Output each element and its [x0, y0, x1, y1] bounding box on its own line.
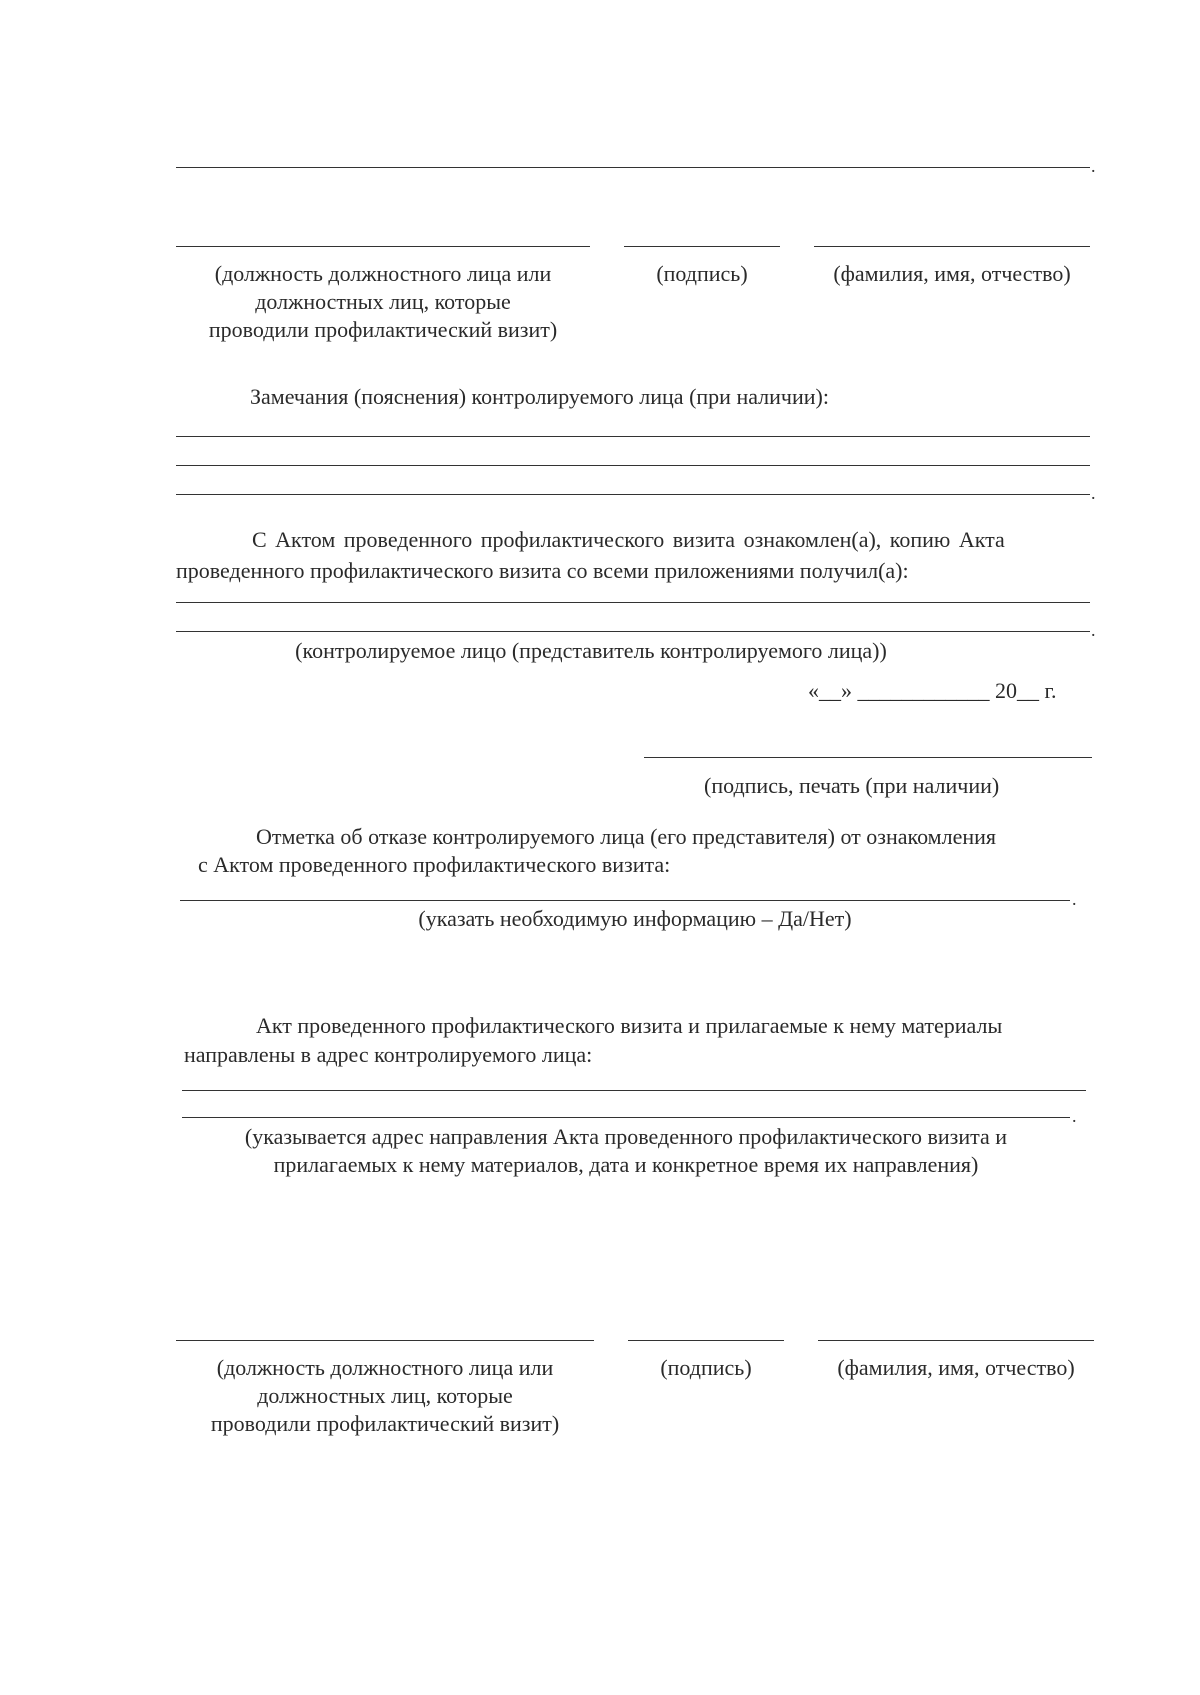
signature-caption: (подпись)	[660, 1355, 752, 1380]
name-signature-line	[814, 246, 1090, 247]
refusal-caption: (указать необходимую информацию – Да/Нет)	[418, 906, 852, 931]
remarks-blank-line	[176, 436, 1090, 437]
line-end-period: .	[1091, 483, 1096, 503]
refusal-blank-line	[180, 900, 1070, 901]
line-end-period: .	[1072, 889, 1077, 909]
blank-line-top	[176, 167, 1090, 168]
acquaintance-blank-line	[176, 602, 1090, 603]
position-caption-line: (должность должностного лица или	[216, 1355, 554, 1380]
position-caption-line: (должность должностного лица или	[214, 261, 552, 286]
dispatch-caption-line-2: прилагаемых к нему материалов, дата и конкретное время их направления)	[273, 1152, 979, 1177]
signature-line	[628, 1340, 784, 1341]
name-caption: (фамилия, имя, отчество)	[833, 261, 1071, 286]
stamp-signature-line	[644, 757, 1092, 758]
line-end-period: .	[1091, 156, 1096, 176]
controlled-person-caption: (контролируемое лицо (представитель контролируемого лица))	[295, 638, 887, 663]
stamp-signature-caption: (подпись, печать (при наличии)	[704, 773, 1000, 798]
dispatch-line-1: Акт проведенного профилактического визита и прилагаемые к нему материалы	[256, 1013, 1003, 1038]
remarks-heading: Замечания (пояснения) контролируемого лица (при наличии):	[250, 384, 829, 409]
remarks-blank-line	[176, 465, 1090, 466]
date-field: «__» ____________ 20__ г.	[808, 678, 1057, 703]
position-caption-line: проводили профилактический визит)	[208, 317, 558, 342]
position-caption-line: проводили профилактический визит)	[210, 1411, 560, 1436]
dispatch-blank-line	[182, 1090, 1086, 1091]
position-caption-line: должностных лиц, которые	[255, 289, 511, 314]
acquaintance-blank-line	[176, 631, 1090, 632]
refusal-line-1: Отметка об отказе контролируемого лица (его представителя) от ознакомления	[256, 824, 996, 849]
signature-line	[624, 246, 780, 247]
position-signature-line	[176, 1340, 594, 1341]
position-caption-line: должностных лиц, которые	[257, 1383, 513, 1408]
position-caption	[176, 260, 590, 344]
signature-caption: (подпись)	[656, 261, 748, 286]
line-end-period: .	[1072, 1106, 1077, 1126]
name-caption: (фамилия, имя, отчество)	[837, 1355, 1075, 1380]
acquaintance-line-1: С Актом проведенного профилактического визита ознакомлен(а), копию Акта	[252, 527, 1005, 552]
dispatch-caption-line-1: (указывается адрес направления Акта проведенного профилактического визита и	[244, 1124, 1008, 1149]
remarks-blank-line	[176, 494, 1090, 495]
position-signature-line	[176, 246, 590, 247]
dispatch-blank-line	[182, 1117, 1070, 1118]
dispatch-line-2: направлены в адрес контролируемого лица:	[184, 1042, 593, 1067]
refusal-line-2: с Актом проведенного профилактического визита:	[198, 852, 671, 877]
line-end-period: .	[1091, 620, 1096, 640]
acquaintance-line-2: проведенного профилактического визита со всеми приложениями получил(а):	[176, 558, 909, 583]
name-signature-line	[818, 1340, 1094, 1341]
position-caption	[176, 1354, 594, 1438]
